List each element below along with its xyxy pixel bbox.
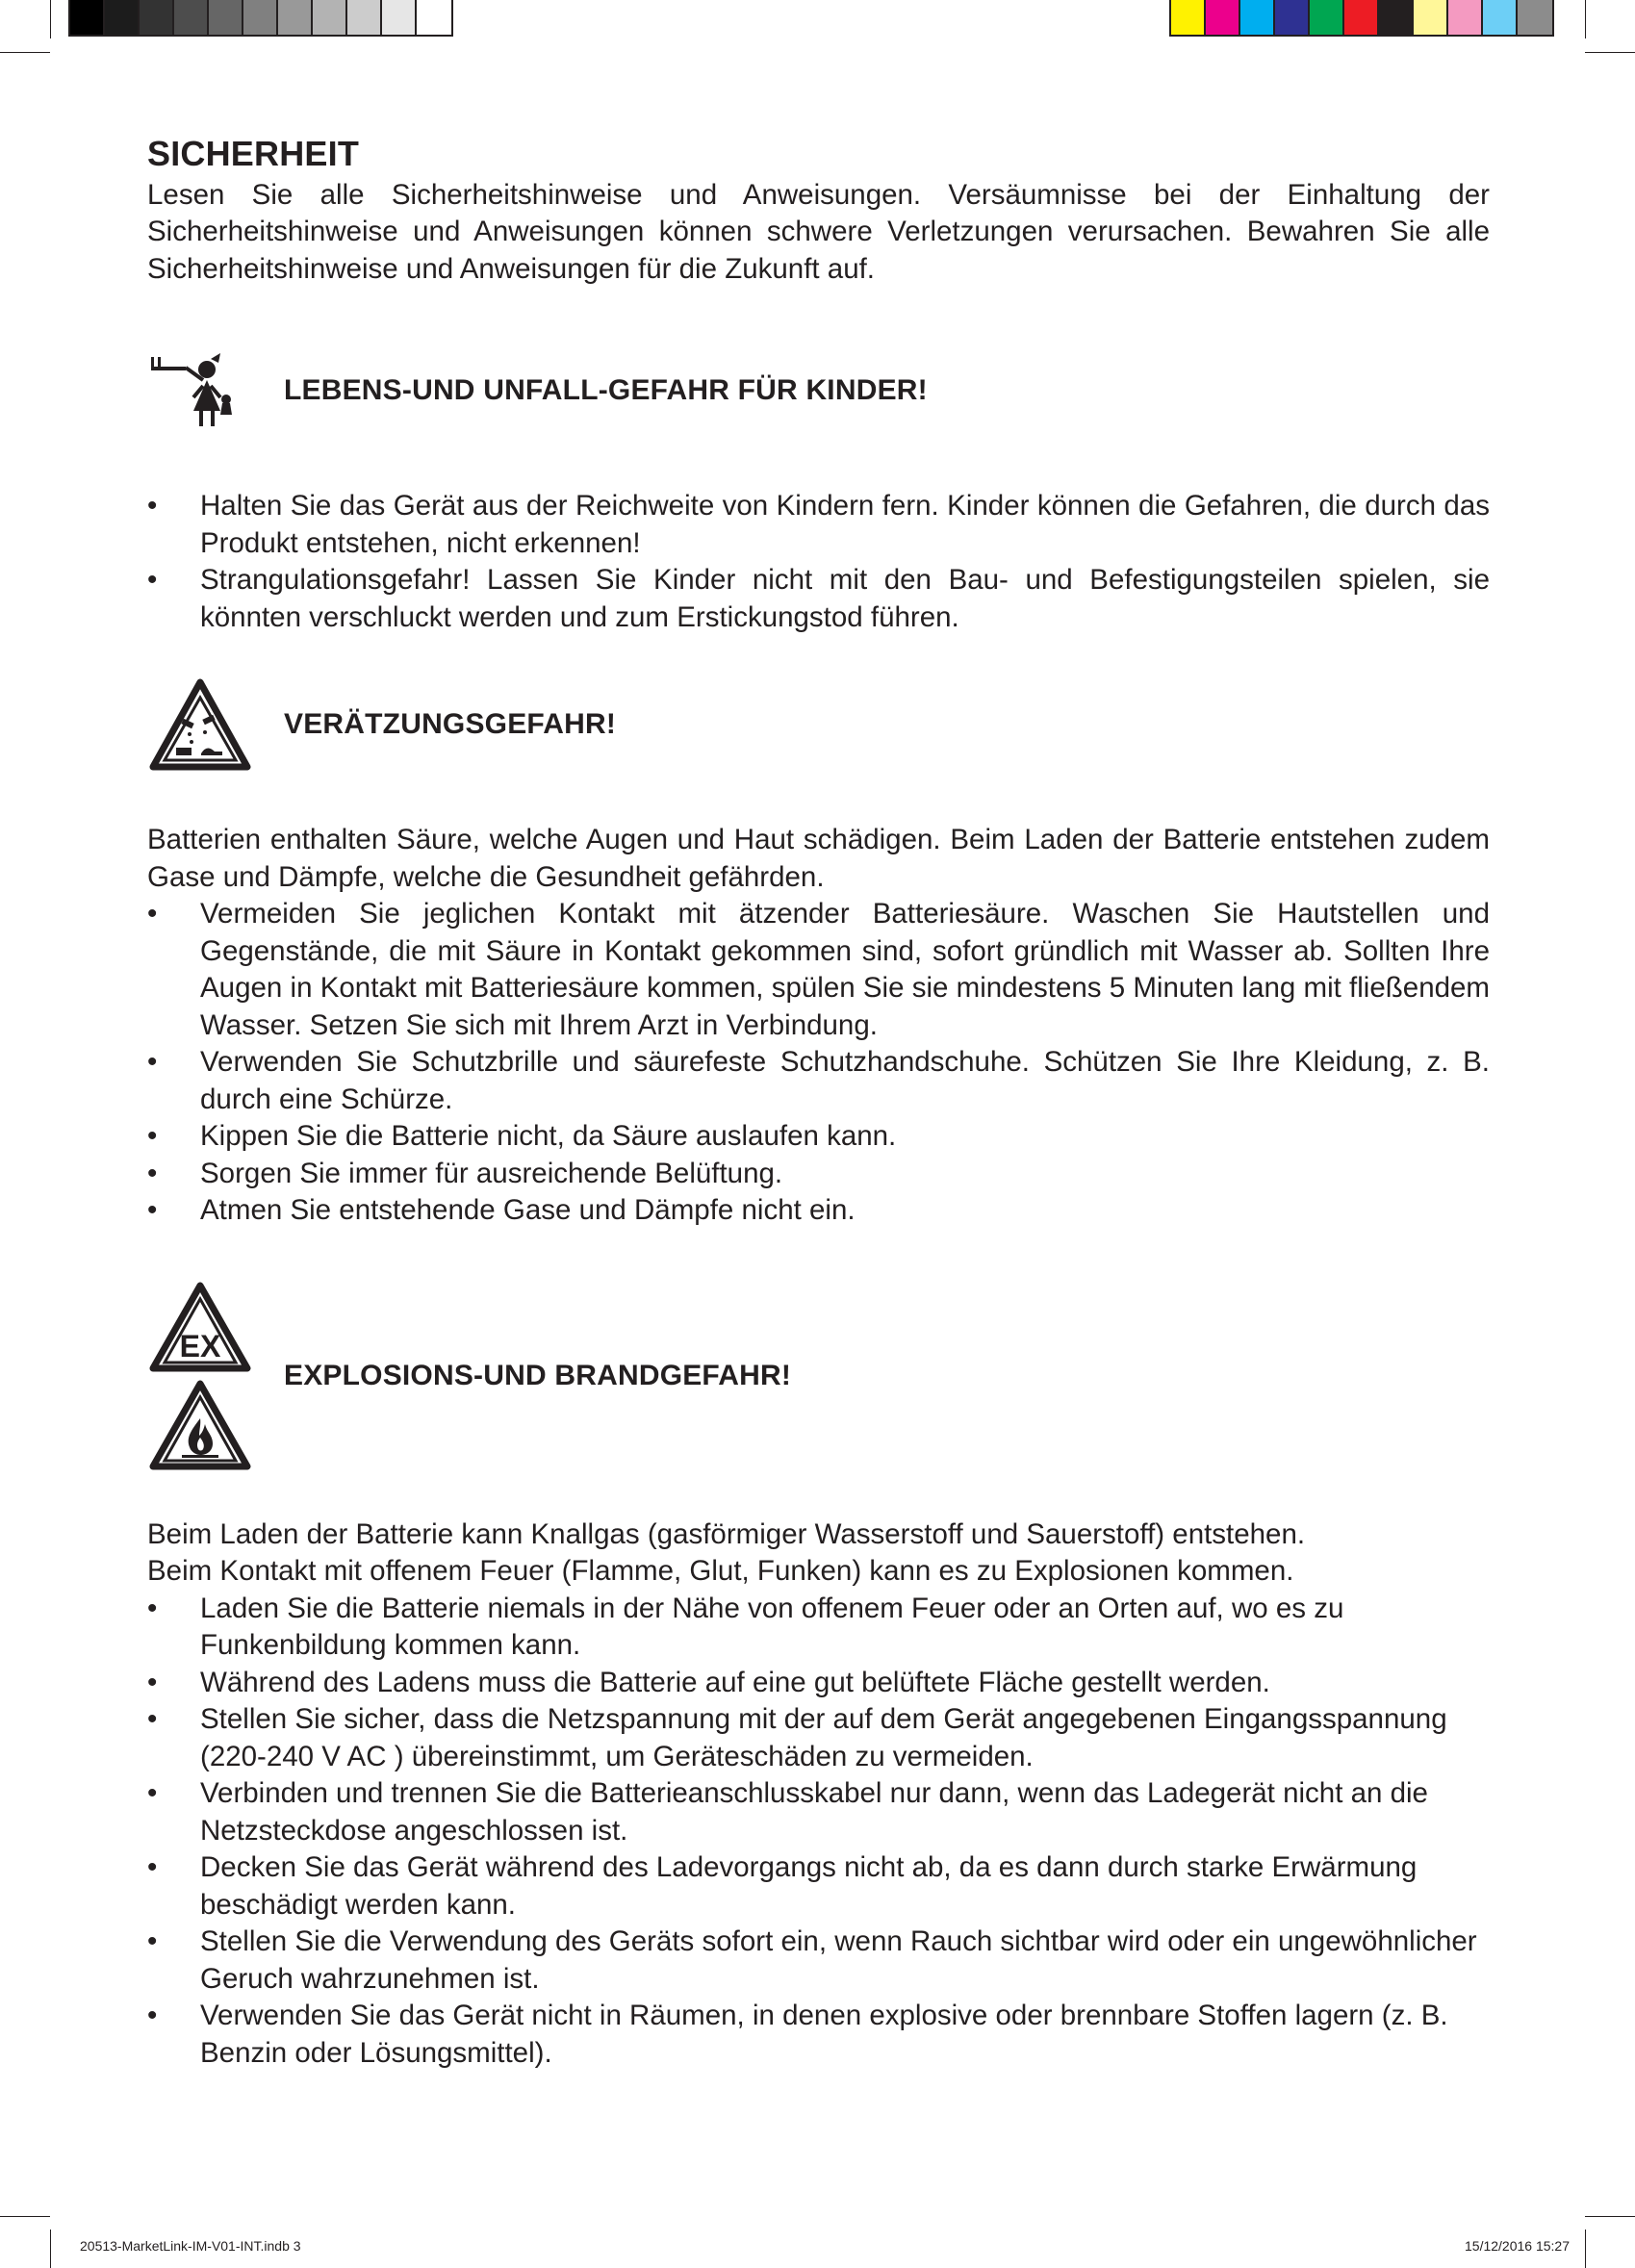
crop-mark-top-right-h — [1585, 52, 1635, 53]
color-swatch — [347, 0, 382, 35]
color-swatch — [105, 0, 140, 35]
color-swatch — [1379, 0, 1414, 35]
color-swatch — [70, 0, 105, 35]
grayscale-calibration-bar — [68, 0, 453, 37]
list-item: • Vermeiden Sie jeglichen Kontakt mit ätzender Batteriesäure. Waschen Sie Hautstellen und Gegenstände, die mit Säure in Kontakt gekommen sind, sofort gründlich mit Wasser ab. Sollten Ihre Augen in Kontakt mit Batteriesäure kommen, spülen Sie sie mindestens 5 Minuten lang mit fließendem Wasser. Setzen Sie sich mit Ihrem Arzt in Verbindung. — [147, 896, 1490, 1044]
color-swatch — [140, 0, 174, 35]
safety-page — [147, 135, 1490, 2072]
warning-header-children — [147, 338, 1490, 444]
color-swatch — [174, 0, 209, 35]
intro-text: Lesen Sie alle Sicherheitshinweise und Anweisungen. Versäumnisse bei der Einhaltung der Sicherheitshinweise und Anweisungen können schwere Verletzungen verursachen. Bewahren Sie alle Sicherheitshinweise und Anweisungen für die Zukunft auf. — [147, 178, 1490, 285]
page-title: SICHERHEIT — [147, 134, 360, 173]
color-swatch — [1448, 0, 1483, 35]
crop-mark-bottom-right-v — [1585, 2230, 1586, 2268]
crop-mark-top-left-h — [0, 52, 50, 53]
list-item: • Stellen Sie die Verwendung des Geräts sofort ein, wenn Rauch sichtbar wird oder ein ungewöhnlicher Geruch wahrzunehmen ist. — [147, 1924, 1490, 1998]
explosion-bullet-list — [147, 1591, 1490, 2073]
list-item: • Kippen Sie die Batterie nicht, da Säure auslaufen kann. — [147, 1118, 1490, 1156]
color-swatch — [1275, 0, 1310, 35]
list-item: • Sorgen Sie immer für ausreichende Belüftung. — [147, 1156, 1490, 1193]
warning-title-corrosion: VERÄTZUNGSGEFAHR! — [284, 708, 617, 741]
child-hazard-icon — [147, 338, 253, 444]
list-item: • Laden Sie die Batterie niemals in der Nähe von offenem Feuer oder an Orten auf, wo es zu Funkenbildung kommen kann. — [147, 1591, 1490, 1665]
list-item: • Verbinden und trennen Sie die Batterieanschlusskabel nur dann, wenn das Ladegerät nicht an die Netzsteckdose angeschlossen ist. — [147, 1775, 1490, 1849]
color-swatch — [278, 0, 313, 35]
children-bullet-list — [147, 488, 1490, 636]
color-swatch — [417, 0, 451, 35]
list-item: • Während des Ladens muss die Batterie auf eine gut belüftete Fläche gestellt werden. — [147, 1665, 1490, 1702]
crop-mark-top-left-v — [50, 0, 51, 38]
color-swatch — [1206, 0, 1240, 35]
list-item: • Verwenden Sie das Gerät nicht in Räumen, in denen explosive oder brennbare Stoffen lagern (z. B. Benzin oder Lösungsmittel). — [147, 1998, 1490, 2072]
list-item: • Decken Sie das Gerät während des Ladevorgangs nicht ab, da es dann durch starke Erwärmung beschädigt werden kann. — [147, 1849, 1490, 1924]
color-swatch — [382, 0, 417, 35]
warning-title-children: LEBENS-UND UNFALL-GEFAHR FÜR KINDER! — [284, 374, 928, 407]
color-swatch — [313, 0, 347, 35]
flammable-icon — [147, 1378, 253, 1472]
corrosion-intro: Batterien enthalten Säure, welche Augen und Haut schädigen. Beim Laden der Batterie entstehen zudem Gase und Dämpfe, welche die Gesundheit gefährden. — [147, 824, 1490, 893]
corrosion-bullet-list — [147, 896, 1490, 1230]
color-swatch — [1483, 0, 1518, 35]
warning-header-explosion — [147, 1280, 1490, 1472]
color-swatch — [1414, 0, 1448, 35]
color-swatch — [1171, 0, 1206, 35]
list-item: • Strangulationsgefahr! Lassen Sie Kinder nicht mit den Bau- und Befestigungsteilen spielen, sie könnten verschluckt werden und zum Erstickungstod führen. — [147, 562, 1490, 636]
crop-mark-bottom-left-v — [50, 2230, 51, 2268]
list-item: • Verwenden Sie Schutzbrille und säurefeste Schutzhandschuhe. Schützen Sie Ihre Kleidung, z. B. durch eine Schürze. — [147, 1044, 1490, 1118]
list-item: • Halten Sie das Gerät aus der Reichweite von Kindern fern. Kinder können die Gefahren, die durch das Produkt entstehen, nicht erkennen! — [147, 488, 1490, 562]
explosion-intro-1: Beim Laden der Batterie kann Knallgas (gasförmiger Wasserstoff und Sauerstoff) entstehen. — [147, 1517, 1306, 1550]
corrosive-icon — [147, 672, 253, 777]
color-swatch — [1344, 0, 1379, 35]
ex-symbol-text: EX — [179, 1328, 221, 1363]
list-item: • Atmen Sie entstehende Gase und Dämpfe nicht ein. — [147, 1192, 1490, 1230]
list-item: • Stellen Sie sicher, dass die Netzspannung mit der auf dem Gerät angegebenen Eingangsspannung (220-240 V AC ) übereinstimmt, um Geräteschäden zu vermeiden. — [147, 1701, 1490, 1775]
footer-timestamp: 15/12/2016 15:27 — [1465, 2238, 1570, 2254]
crop-mark-top-right-v — [1585, 0, 1586, 38]
explosive-atmosphere-icon — [147, 1280, 253, 1374]
explosion-and-fire-icon — [147, 1280, 253, 1472]
color-swatch — [1518, 0, 1552, 35]
color-swatch — [243, 0, 278, 35]
warning-title-explosion: EXPLOSIONS-UND BRANDGEFAHR! — [284, 1359, 792, 1391]
explosion-intro-2: Beim Kontakt mit offenem Feuer (Flamme, Glut, Funken) kann es zu Explosionen kommen. — [147, 1555, 1294, 1588]
footer-file-info: 20513-MarketLink-IM-V01-INT.indb 3 — [80, 2238, 301, 2254]
crop-mark-bottom-left-h — [0, 2216, 50, 2217]
warning-header-corrosion — [147, 672, 1490, 777]
color-calibration-bar — [1169, 0, 1554, 37]
crop-mark-bottom-right-h — [1585, 2216, 1635, 2217]
color-swatch — [1310, 0, 1344, 35]
color-swatch — [1240, 0, 1275, 35]
color-swatch — [209, 0, 243, 35]
